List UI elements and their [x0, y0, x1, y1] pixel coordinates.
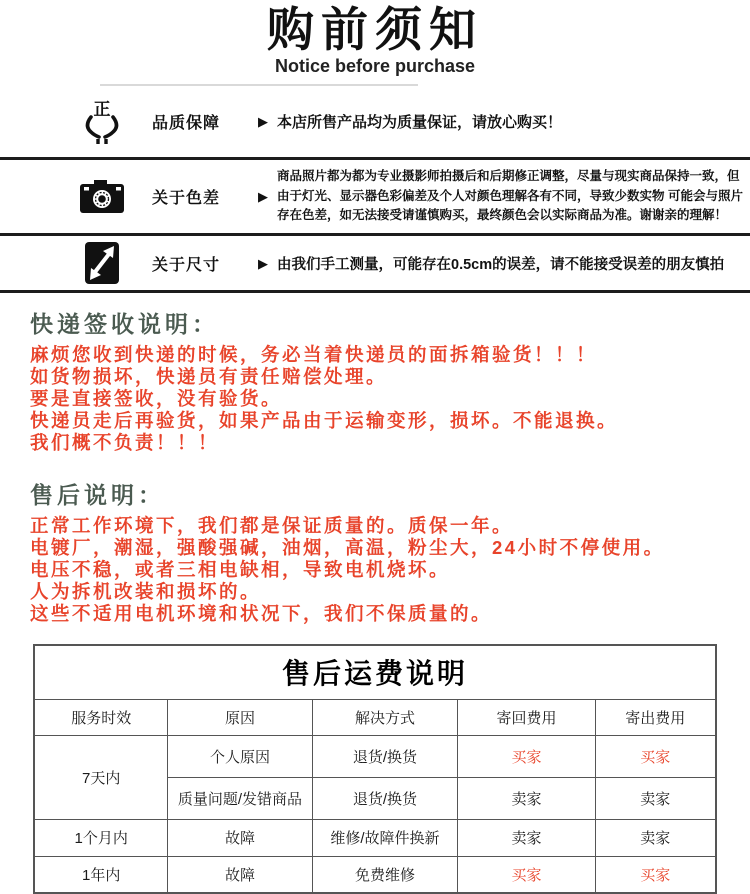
guarantee-section [0, 86, 750, 293]
cell-period: 1年内 [34, 856, 167, 893]
col-header-send-fee: 寄出费用 [595, 699, 715, 735]
svg-text:正: 正 [93, 99, 111, 120]
cell-solution: 免费维修 [312, 856, 457, 893]
delivery-note-line: 麻烦您收到快递的时候，务必当着快递员的面拆箱验货！！！ [30, 344, 598, 365]
col-header-reason: 原因 [167, 699, 312, 735]
col-header-service-time: 服务时效 [34, 699, 167, 735]
cell-reason: 个人原因 [167, 735, 312, 777]
page-title: 购前须知 [267, 3, 483, 56]
table-row [34, 819, 715, 856]
delivery-notes-heading: 快递签收说明： [30, 311, 219, 337]
feature-row-size [0, 233, 750, 293]
feature-text-color: 商品照片都为都为专业摄影师拍摄后和后期修正调整，尽量与现实商品保持一致，但由于灯光、显示器色彩偏差及个人对颜色理解各有不同，导致少数实物 可能会与照片存在色差，如无法接受请谨慎购买，最终颜色会以实际商品为准。谢谢亲的理解！ [277, 169, 743, 223]
table-title-row [34, 645, 715, 699]
after-sales-line: 人为拆机改装和损坏的。 [30, 581, 262, 602]
feature-text-quality: 本店所售产品均为质量保证，请放心购买！ [277, 114, 563, 131]
cell-send-fee: 买家 [595, 735, 715, 777]
cell-send-fee: 买家 [595, 856, 715, 893]
triangle-bullet-icon: ▶ [258, 114, 268, 129]
table-row [34, 856, 715, 893]
triangle-bullet-icon: ▶ [258, 255, 268, 271]
delivery-note-line: 要是直接签收，没有验货。 [30, 388, 283, 409]
delivery-notes-section [30, 306, 732, 454]
feature-row-color [0, 157, 750, 233]
after-sales-heading: 售后说明： [30, 482, 165, 508]
page-header [0, 0, 750, 84]
cell-return-fee: 卖家 [457, 777, 595, 819]
table-row [34, 735, 715, 777]
cell-reason: 故障 [167, 856, 312, 893]
after-sales-line: 电压不稳，或者三相电缺相，导致电机烧坏。 [30, 559, 451, 580]
feature-label-quality: 品质保障 [152, 115, 221, 132]
delivery-note-line: 我们概不负责！！！ [30, 432, 220, 453]
feature-label-color: 关于色差 [152, 190, 221, 207]
delivery-note-line: 如货物损坏，快递员有责任赔偿处理。 [30, 366, 388, 387]
cell-period: 1个月内 [34, 819, 167, 856]
cell-return-fee: 卖家 [457, 819, 595, 856]
cell-solution: 退货/换货 [312, 735, 457, 777]
feature-label-size: 关于尺寸 [152, 256, 221, 274]
after-sales-line: 这些不适用电机环境和状况下，我们不保质量的。 [30, 603, 493, 624]
cell-solution: 退货/换货 [312, 777, 457, 819]
cell-send-fee: 卖家 [595, 819, 715, 856]
after-sales-notes-section [30, 477, 732, 625]
delivery-note-line: 快递员走后再验货，如果产品由于运输变形，损坏。不能退换。 [30, 410, 619, 431]
page-subtitle: Notice before purchase [274, 55, 476, 76]
triangle-bullet-icon: ▶ [258, 189, 268, 204]
feature-text-size: 由我们手工测量，可能存在0.5cm的误差，请不能接受误差的朋友慎拍 [277, 256, 725, 273]
cell-return-fee: 买家 [457, 856, 595, 893]
feature-row-quality [0, 86, 750, 157]
cell-solution: 维修/故障件换新 [312, 819, 457, 856]
cell-reason: 故障 [167, 819, 312, 856]
cell-period: 7天内 [34, 735, 167, 819]
cell-send-fee: 卖家 [595, 777, 715, 819]
after-sales-line: 电镀厂，潮湿，强酸强碱，油烟，高温，粉尘大，24小时不停使用。 [30, 537, 665, 558]
col-header-solution: 解决方式 [312, 699, 457, 735]
table-header-row [34, 699, 715, 735]
table-title: 售后运费说明 [34, 645, 715, 699]
cell-reason: 质量问题/发错商品 [167, 777, 312, 819]
cell-return-fee: 买家 [457, 735, 595, 777]
camera-icon [78, 179, 126, 215]
col-header-return-fee: 寄回费用 [457, 699, 595, 735]
measure-arrow-icon [78, 241, 126, 285]
quality-hands-icon [78, 98, 126, 146]
shipping-fee-table [33, 644, 716, 894]
after-sales-line: 正常工作环境下，我们都是保证质量的。质保一年。 [30, 515, 514, 536]
